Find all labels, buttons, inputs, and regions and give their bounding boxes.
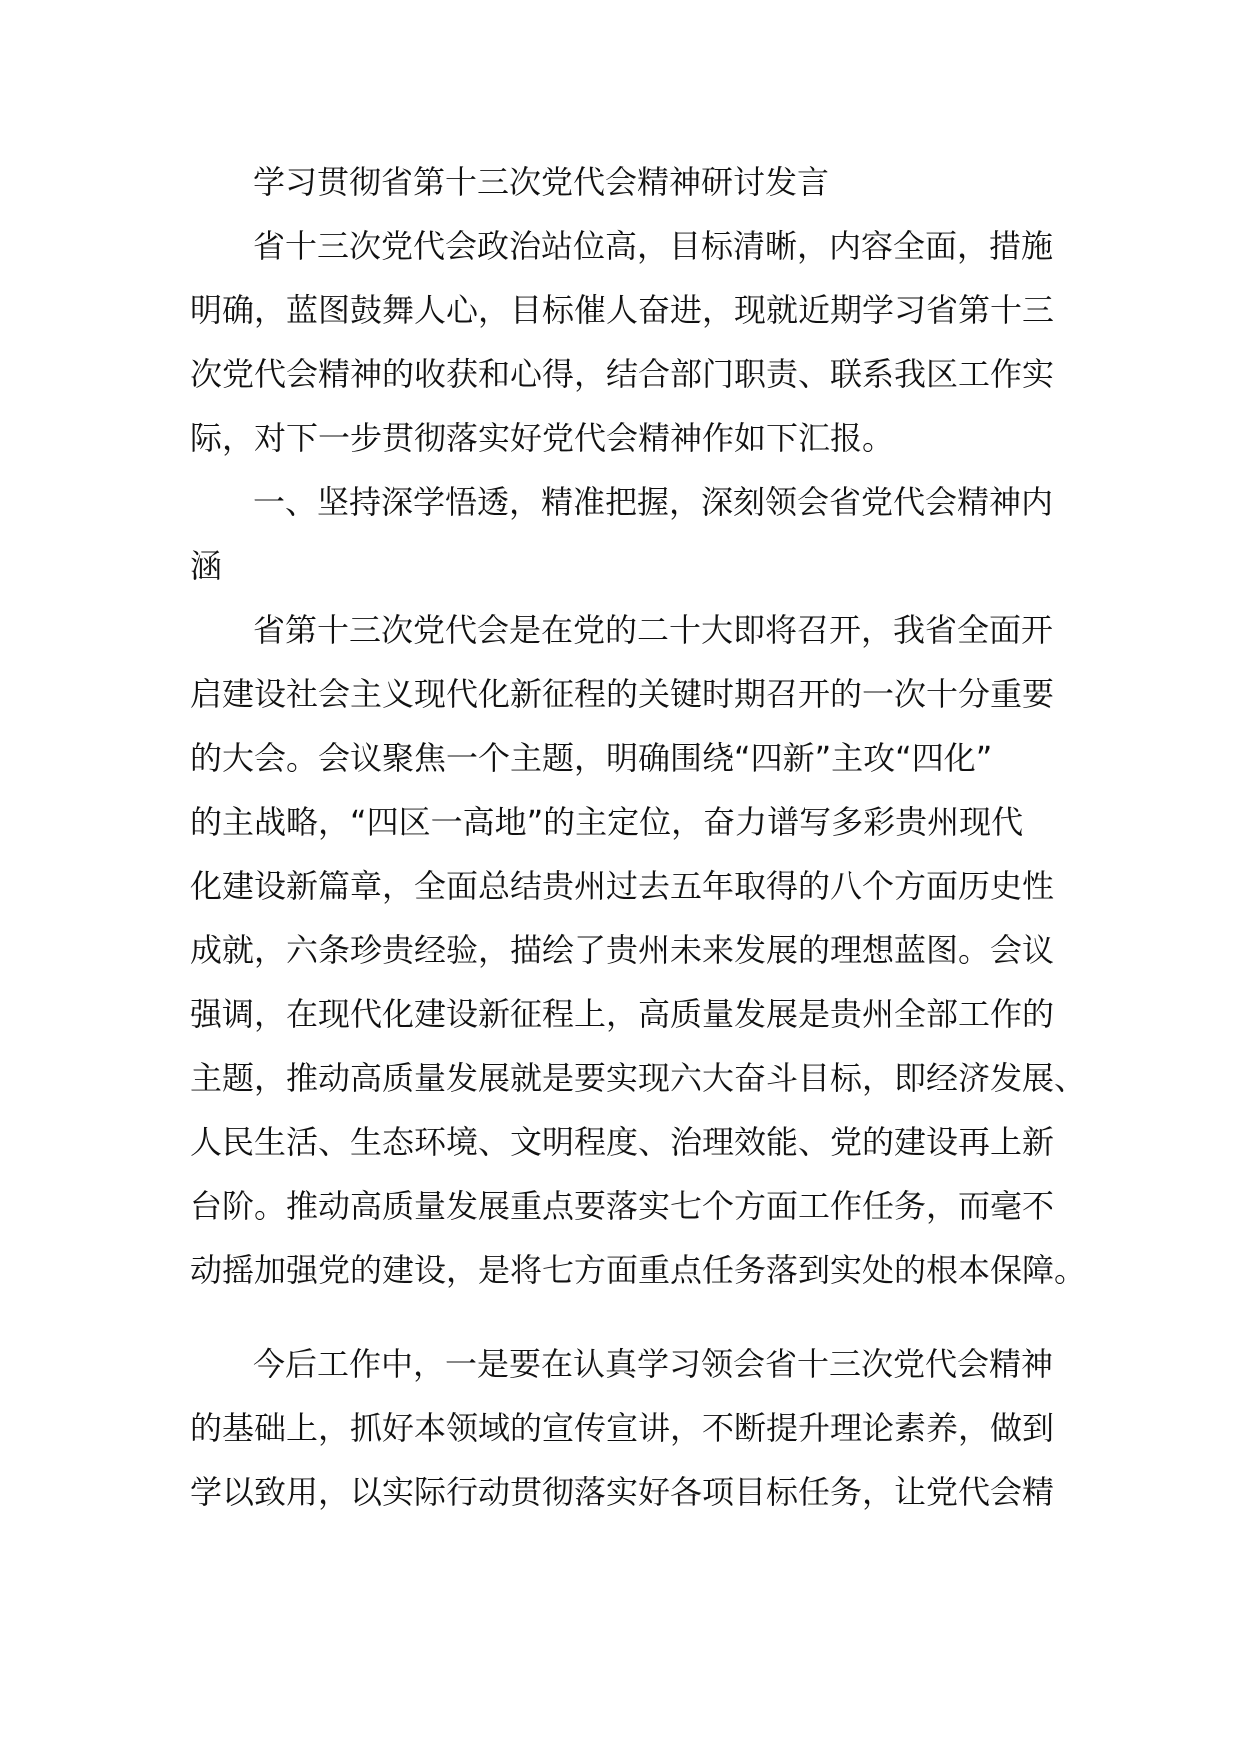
paragraph-spacer [190,1302,1070,1332]
paragraph-line: 际，对下一步贯彻落实好党代会精神作如下汇报。 [190,419,895,457]
paragraph-line: 今后工作中，一是要在认真学习领会省十三次党代会精神 [253,1345,1054,1383]
paragraph-intro [190,214,1070,470]
paragraph-line: 省十三次党代会政治站位高，目标清晰，内容全面，措施 [253,227,1054,265]
paragraph-line: 的基础上，抓好本领域的宣传宣讲，不断提升理论素养，做到 [190,1409,1055,1447]
paragraph-line: 人民生活、生态环境、文明程度、治理效能、党的建设再上新 [190,1123,1055,1161]
paragraph-closing [190,1332,1070,1524]
section-heading-line: 一、坚持深学悟透，精准把握，深刻领会省党代会精神内 [253,483,1054,521]
paragraph-line: 强调，在现代化建设新征程上，高质量发展是贵州全部工作的 [190,995,1055,1033]
document-title: 学习贯彻省第十三次党代会精神研讨发言 [253,163,830,201]
paragraph-line: 的大会。会议聚焦一个主题，明确围绕“四新”主攻“四化” [190,739,993,777]
paragraph-line: 明确，蓝图鼓舞人心，目标催人奋进，现就近期学习省第十三 [190,291,1055,329]
paragraph-line: 学以致用，以实际行动贯彻落实好各项目标任务，让党代会精 [190,1473,1055,1511]
paragraph-line: 省第十三次党代会是在党的二十大即将召开，我省全面开 [253,611,1054,649]
section-heading-line: 涵 [190,547,223,585]
paragraph-line: 主题，推动高质量发展就是要实现六大奋斗目标，即经济发展、 [190,1059,1087,1097]
paragraph-line: 启建设社会主义现代化新征程的关键时期召开的一次十分重要 [190,675,1055,713]
paragraph-line: 的主战略，“四区一高地”的主定位，奋力谱写多彩贵州现代 [190,803,1024,841]
paragraph-body [190,598,1087,1302]
section-heading [190,470,1070,598]
paragraph-line: 化建设新篇章，全面总结贵州过去五年取得的八个方面历史性 [190,867,1055,905]
paragraph-line: 成就，六条珍贵经验，描绘了贵州未来发展的理想蓝图。会议 [190,931,1055,969]
paragraph-line: 台阶。推动高质量发展重点要落实七个方面工作任务，而毫不 [190,1187,1055,1225]
paragraph-line: 动摇加强党的建设，是将七方面重点任务落到实处的根本保障。 [190,1251,1087,1289]
document-body [190,150,1087,1524]
paragraph-line: 次党代会精神的收获和心得，结合部门职责、联系我区工作实 [190,355,1055,393]
